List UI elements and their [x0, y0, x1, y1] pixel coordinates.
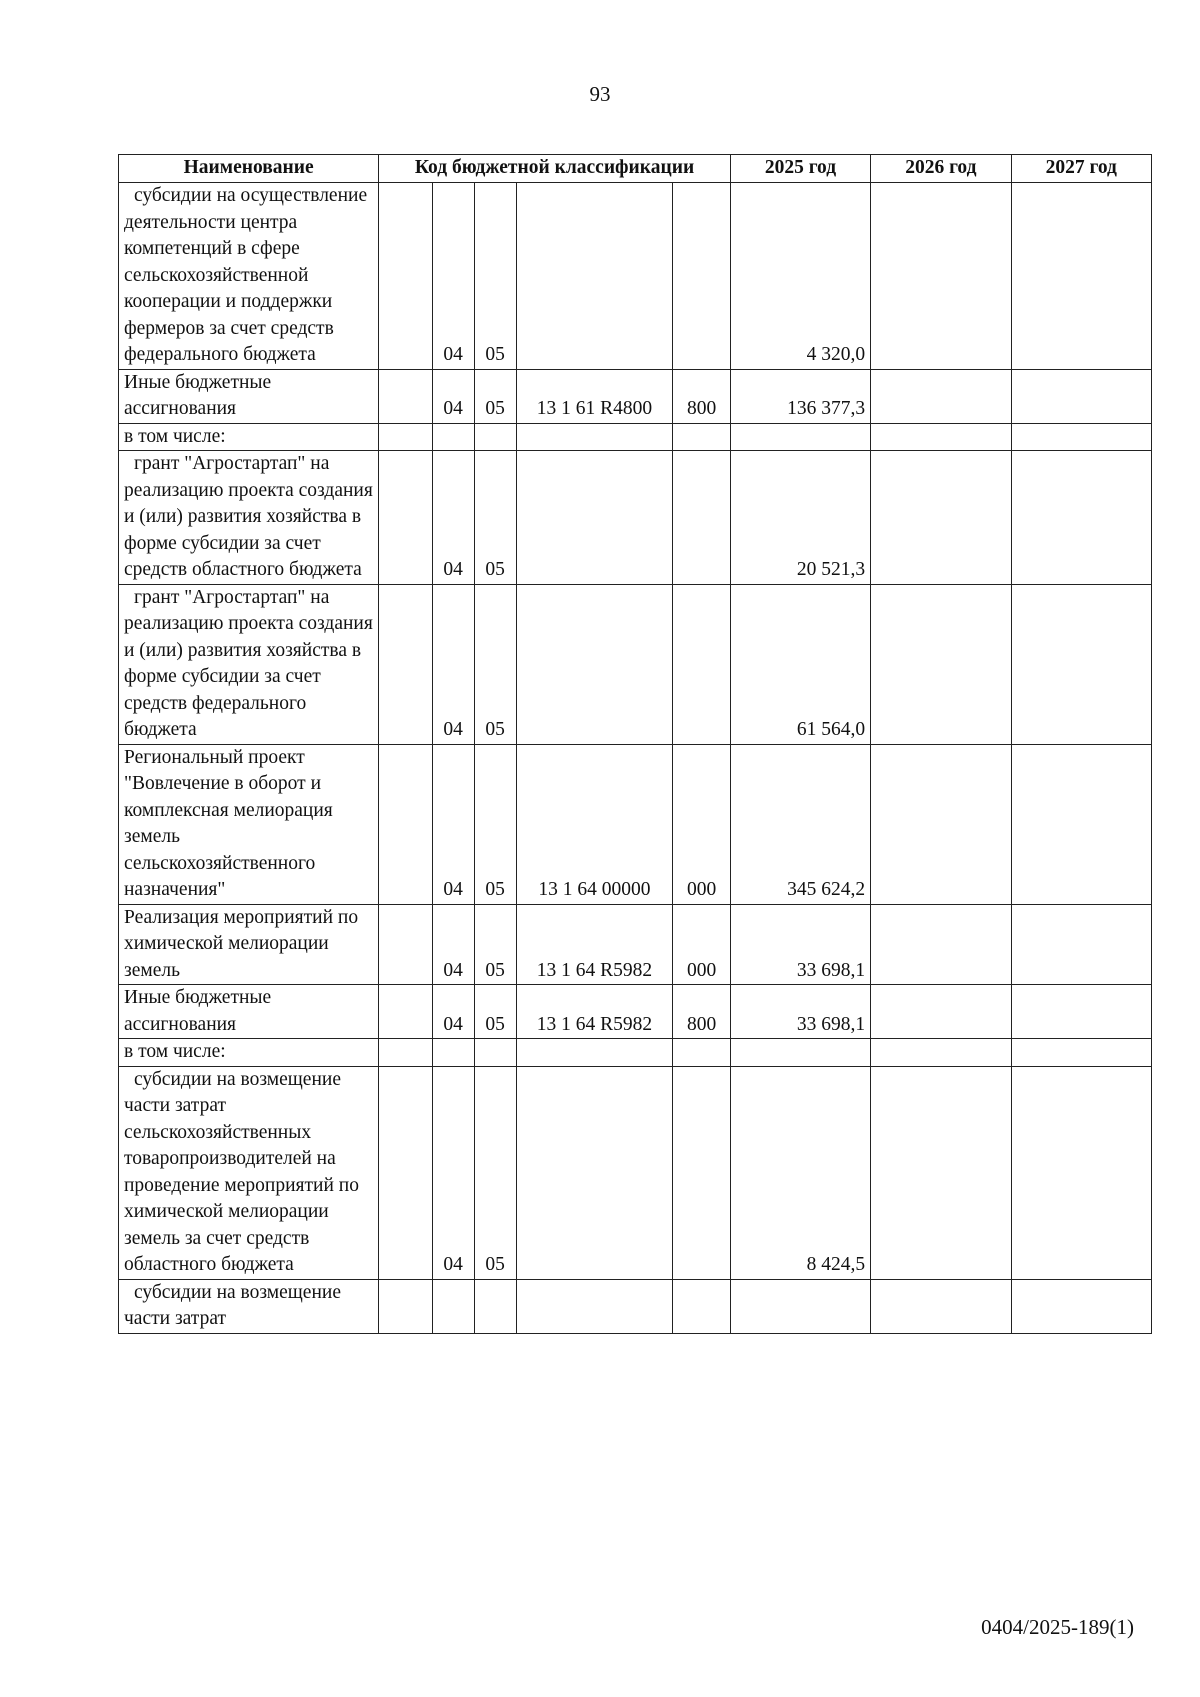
- cell-code-expense-type: 800: [673, 985, 730, 1039]
- header-code: Код бюджетной классификации: [379, 155, 731, 183]
- table-row: [119, 423, 1152, 451]
- cell-2026: [871, 183, 1011, 370]
- cell-code-subsection: 05: [474, 985, 516, 1039]
- cell-code-expense-type: [673, 183, 730, 370]
- table-row: [119, 1039, 1152, 1067]
- cell-code-subsection: 05: [474, 1066, 516, 1279]
- table-row: [119, 451, 1152, 585]
- cell-2027: [1011, 423, 1151, 451]
- budget-table: [118, 154, 1152, 1334]
- cell-2025: 4 320,0: [730, 183, 870, 370]
- table-row: [119, 744, 1152, 904]
- cell-code-expense-type: [673, 1039, 730, 1067]
- cell-code-target: [516, 1039, 673, 1067]
- cell-code-subsection: [474, 1279, 516, 1333]
- cell-name: субсидии на возмещение части затрат: [119, 1279, 379, 1333]
- cell-code-1: [379, 1279, 432, 1333]
- cell-code-section: [432, 1039, 474, 1067]
- cell-code-1: [379, 744, 432, 904]
- cell-code-expense-type: [673, 423, 730, 451]
- header-2025: 2025 год: [730, 155, 870, 183]
- cell-code-1: [379, 1066, 432, 1279]
- table-row: [119, 1066, 1152, 1279]
- cell-code-1: [379, 904, 432, 985]
- cell-2025: 33 698,1: [730, 985, 870, 1039]
- cell-2025: [730, 423, 870, 451]
- cell-code-1: [379, 985, 432, 1039]
- cell-code-section: 04: [432, 183, 474, 370]
- cell-2027: [1011, 904, 1151, 985]
- cell-name: субсидии на осуществление деятельности центра компетенций в сфере сельскохозяйственной кооперации и поддержки фермеров за счет средств федерального бюджета: [119, 183, 379, 370]
- cell-code-subsection: 05: [474, 744, 516, 904]
- cell-name: Региональный проект "Вовлечение в оборот и комплексная мелиорация земель сельскохозяйственного назначения": [119, 744, 379, 904]
- cell-2027: [1011, 451, 1151, 585]
- cell-code-1: [379, 451, 432, 585]
- cell-code-expense-type: [673, 1066, 730, 1279]
- cell-2026: [871, 423, 1011, 451]
- cell-2027: [1011, 369, 1151, 423]
- table-row: [119, 985, 1152, 1039]
- cell-code-target: [516, 183, 673, 370]
- cell-name: грант "Агростартап" на реализацию проекта создания и (или) развития хозяйства в форме субсидии за счет средств федерального бюджета: [119, 584, 379, 744]
- header-name: Наименование: [119, 155, 379, 183]
- cell-2025: [730, 1279, 870, 1333]
- cell-name: субсидии на возмещение части затрат сельскохозяйственных товаропроизводителей на проведение мероприятий по химической мелиорации земель за счет средств областного бюджета: [119, 1066, 379, 1279]
- cell-2026: [871, 1279, 1011, 1333]
- cell-code-1: [379, 183, 432, 370]
- header-2026: 2026 год: [871, 155, 1011, 183]
- cell-2026: [871, 584, 1011, 744]
- cell-name: грант "Агростартап" на реализацию проекта создания и (или) развития хозяйства в форме субсидии за счет средств областного бюджета: [119, 451, 379, 585]
- cell-2027: [1011, 1039, 1151, 1067]
- document-code: 0404/2025-189(1): [981, 1615, 1134, 1639]
- cell-2025: 345 624,2: [730, 744, 870, 904]
- page-number: 93: [589, 82, 611, 106]
- cell-code-section: [432, 423, 474, 451]
- cell-code-section: 04: [432, 985, 474, 1039]
- cell-code-subsection: 05: [474, 904, 516, 985]
- cell-code-expense-type: 800: [673, 369, 730, 423]
- cell-2026: [871, 451, 1011, 585]
- table-row: [119, 904, 1152, 985]
- cell-2027: [1011, 1279, 1151, 1333]
- cell-code-target: 13 1 64 R5982: [516, 985, 673, 1039]
- cell-2026: [871, 904, 1011, 985]
- cell-code-section: 04: [432, 904, 474, 985]
- table-row: [119, 183, 1152, 370]
- cell-code-subsection: [474, 1039, 516, 1067]
- cell-code-target: [516, 423, 673, 451]
- table-header-row: [119, 155, 1152, 183]
- cell-code-subsection: 05: [474, 183, 516, 370]
- cell-code-1: [379, 423, 432, 451]
- cell-name: Реализация мероприятий по химической мелиорации земель: [119, 904, 379, 985]
- cell-2027: [1011, 1066, 1151, 1279]
- header-2027: 2027 год: [1011, 155, 1151, 183]
- cell-code-1: [379, 369, 432, 423]
- cell-code-1: [379, 584, 432, 744]
- cell-name: в том числе:: [119, 1039, 379, 1067]
- cell-code-section: 04: [432, 1066, 474, 1279]
- cell-code-section: 04: [432, 744, 474, 904]
- cell-name: Иные бюджетные ассигнования: [119, 369, 379, 423]
- table-body: [119, 183, 1152, 1334]
- cell-code-subsection: 05: [474, 584, 516, 744]
- cell-code-target: [516, 584, 673, 744]
- cell-code-expense-type: [673, 584, 730, 744]
- cell-code-expense-type: 000: [673, 904, 730, 985]
- cell-code-target: 13 1 64 00000: [516, 744, 673, 904]
- cell-code-section: 04: [432, 451, 474, 585]
- cell-2025: 136 377,3: [730, 369, 870, 423]
- table-row: [119, 1279, 1152, 1333]
- cell-code-section: 04: [432, 584, 474, 744]
- cell-2027: [1011, 584, 1151, 744]
- cell-2027: [1011, 183, 1151, 370]
- cell-code-expense-type: 000: [673, 744, 730, 904]
- cell-code-expense-type: [673, 1279, 730, 1333]
- cell-2025: 8 424,5: [730, 1066, 870, 1279]
- cell-name: Иные бюджетные ассигнования: [119, 985, 379, 1039]
- cell-code-section: 04: [432, 369, 474, 423]
- cell-code-target: [516, 1279, 673, 1333]
- cell-2026: [871, 369, 1011, 423]
- cell-2025: 33 698,1: [730, 904, 870, 985]
- cell-code-target: 13 1 61 R4800: [516, 369, 673, 423]
- cell-code-section: [432, 1279, 474, 1333]
- cell-code-expense-type: [673, 451, 730, 585]
- cell-code-target: 13 1 64 R5982: [516, 904, 673, 985]
- cell-2027: [1011, 985, 1151, 1039]
- cell-2026: [871, 1039, 1011, 1067]
- cell-2026: [871, 744, 1011, 904]
- cell-code-subsection: [474, 423, 516, 451]
- cell-code-target: [516, 451, 673, 585]
- cell-2026: [871, 985, 1011, 1039]
- cell-2027: [1011, 744, 1151, 904]
- cell-2025: 20 521,3: [730, 451, 870, 585]
- cell-name: в том числе:: [119, 423, 379, 451]
- cell-2025: [730, 1039, 870, 1067]
- cell-code-subsection: 05: [474, 451, 516, 585]
- table-row: [119, 584, 1152, 744]
- cell-code-target: [516, 1066, 673, 1279]
- cell-code-subsection: 05: [474, 369, 516, 423]
- cell-code-1: [379, 1039, 432, 1067]
- cell-2025: 61 564,0: [730, 584, 870, 744]
- cell-2026: [871, 1066, 1011, 1279]
- table-row: [119, 369, 1152, 423]
